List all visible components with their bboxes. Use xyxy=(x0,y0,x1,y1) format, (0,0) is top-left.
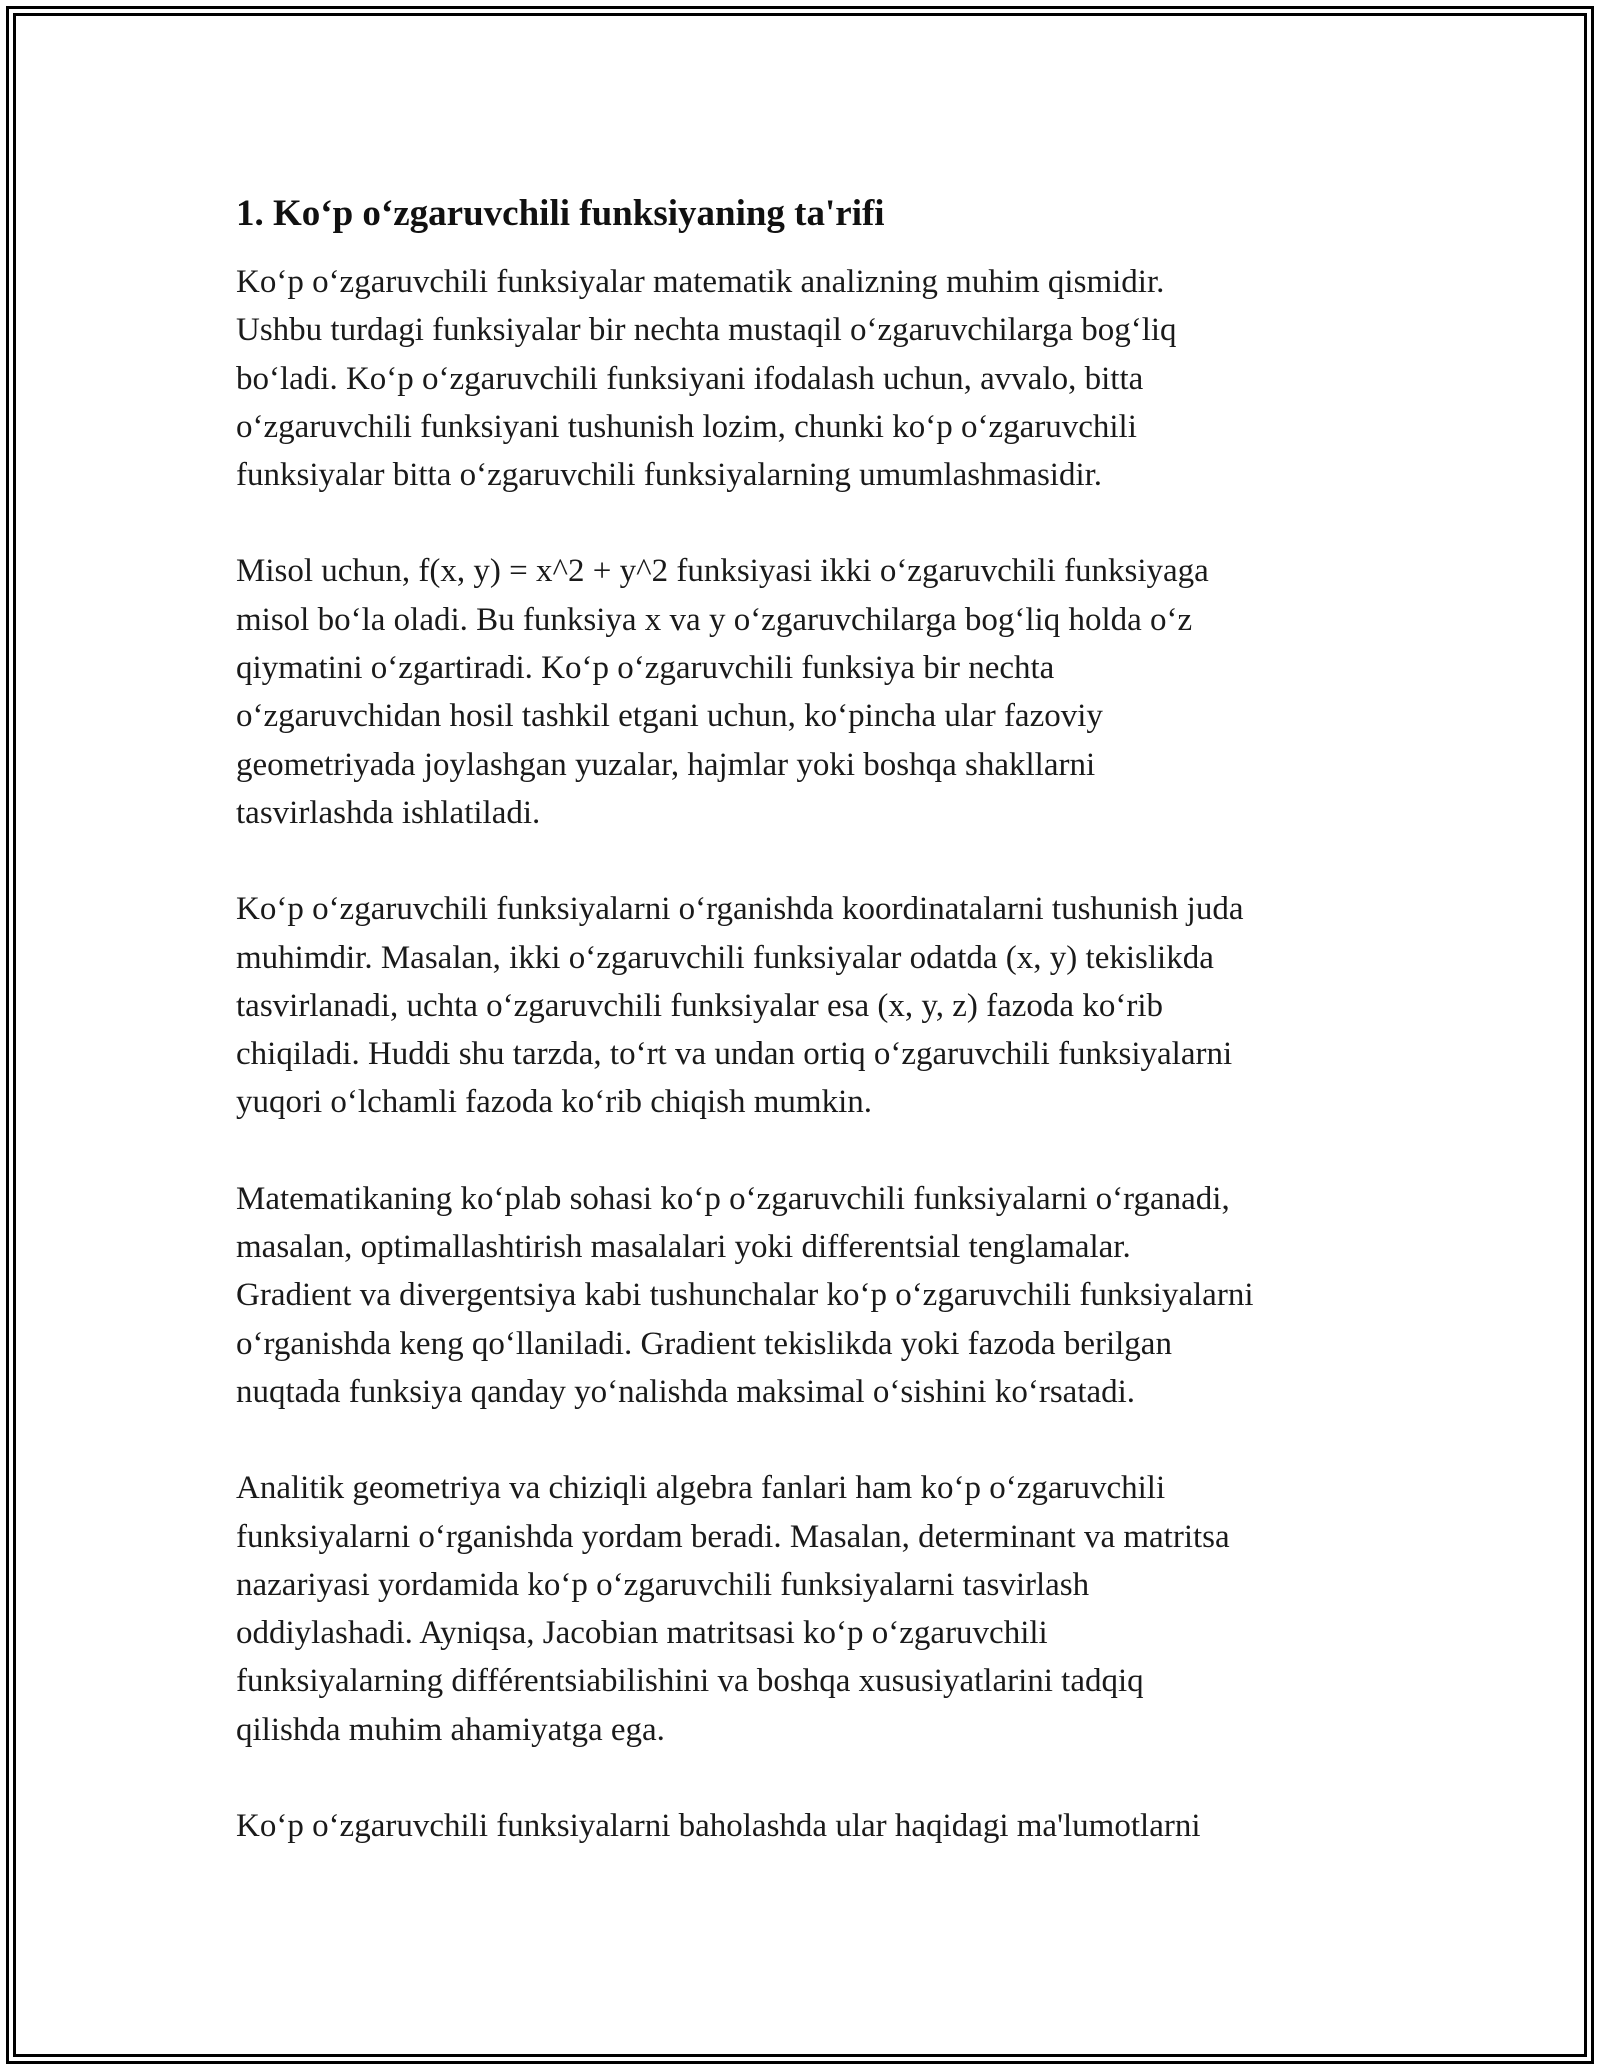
paragraph-line: qilishda muhim ahamiyatga ega. xyxy=(236,1711,665,1748)
paragraph-line: yuqori o‘lchamli fazoda ko‘rib chiqish mumkin. xyxy=(236,1084,873,1121)
paragraph-list xyxy=(236,258,1376,1850)
paragraph-line: Ko‘p o‘zgaruvchili funksiyalar matematik analizning muhim qismidir. xyxy=(236,264,1165,300)
paragraph-line: Ko‘p o‘zgaruvchili funksiyalarni baholashda ular haqidagi ma'lumotlarni xyxy=(236,1808,1201,1845)
paragraph-line: bo‘ladi. Ko‘p o‘zgaruvchili funksiyani ifodalash uchun, avvalo, bitta xyxy=(236,360,1144,397)
paragraph-line: Matematikaning ko‘plab sohasi ko‘p o‘zgaruvchili funksiyalarni o‘rganadi, xyxy=(236,1180,1230,1217)
paragraph-line: funksiyalarni o‘rganishda yordam beradi. Masalan, determinant va matritsa xyxy=(236,1518,1230,1555)
paragraph xyxy=(236,1464,1376,1754)
paragraph xyxy=(236,1802,1376,1850)
paragraph-line: tasvirlashda ishlatiladi. xyxy=(236,794,541,831)
paragraph-line: o‘zgaruvchili funksiyani tushunish lozim, chunki ko‘p o‘zgaruvchili xyxy=(236,408,1137,445)
paragraph xyxy=(236,885,1376,1126)
paragraph-line: Gradient va divergentsiya kabi tushunchalar ko‘p o‘zgaruvchili funksiyalarni xyxy=(236,1277,1254,1314)
paragraph-line: nazariyasi yordamida ko‘p o‘zgaruvchili funksiyalarni tasvirlash xyxy=(236,1566,1090,1603)
paragraph-line: oddiylashadi. Ayniqsa, Jacobian matritsasi ko‘p o‘zgaruvchili xyxy=(236,1615,1048,1652)
paragraph-line: Ko‘p o‘zgaruvchili funksiyalarni o‘rganishda koordinatalarni tushunish juda xyxy=(236,891,1244,928)
paragraph-line: Misol uchun, f(x, y) = x^2 + y^2 funksiyasi ikki o‘zgaruvchili funksiyaga xyxy=(236,553,1209,590)
section-heading: 1. Ko‘p o‘zgaruvchili funksiyaning ta'rifi xyxy=(236,193,885,234)
paragraph-line: o‘rganishda keng qo‘llaniladi. Gradient tekislikda yoki fazoda berilgan xyxy=(236,1325,1172,1362)
paragraph-line: tasvirlanadi, uchta o‘zgaruvchili funksiyalar esa (x, y, z) fazoda ko‘rib xyxy=(236,987,1163,1024)
paragraph xyxy=(236,547,1376,837)
paragraph xyxy=(236,258,1376,499)
paragraph-line: Ushbu turdagi funksiyalar bir nechta mustaqil o‘zgaruvchilarga bog‘liq xyxy=(236,312,1177,349)
paragraph-line: funksiyalarning différentsiabilishini va boshqa xususiyatlarini tadqiq xyxy=(236,1663,1144,1700)
paragraph-line: misol bo‘la oladi. Bu funksiya x va y o‘zgaruvchilarga bog‘liq holda o‘z xyxy=(236,601,1193,638)
paragraph-line: nuqtada funksiya qanday yo‘nalishda maksimal o‘sishini ko‘rsatadi. xyxy=(236,1373,1136,1410)
paragraph-line: muhimdir. Masalan, ikki o‘zgaruvchili funksiyalar odatda (x, y) tekislikda xyxy=(236,939,1214,976)
paragraph-line: funksiyalar bitta o‘zgaruvchili funksiyalarning umumlashmasidir. xyxy=(236,457,1103,494)
paragraph-line: Analitik geometriya va chiziqli algebra fanlari ham ko‘p o‘zgaruvchili xyxy=(236,1470,1166,1507)
document-body xyxy=(236,188,1376,1898)
paragraph-line: chiqiladi. Huddi shu tarzda, to‘rt va undan ortiq o‘zgaruvchili funksiyalarni xyxy=(236,1036,1233,1073)
paragraph-line: o‘zgaruvchidan hosil tashkil etgani uchun, ko‘pincha ular fazoviy xyxy=(236,698,1103,735)
paragraph xyxy=(236,1175,1376,1416)
paragraph-line: geometriyada joylashgan yuzalar, hajmlar yoki boshqa shakllarni xyxy=(236,746,1096,783)
paragraph-line: qiymatini o‘zgartiradi. Ko‘p o‘zgaruvchili funksiya bir nechta xyxy=(236,650,1055,687)
paragraph-line: masalan, optimallashtirish masalalari yoki differentsial tenglamalar. xyxy=(236,1229,1131,1266)
